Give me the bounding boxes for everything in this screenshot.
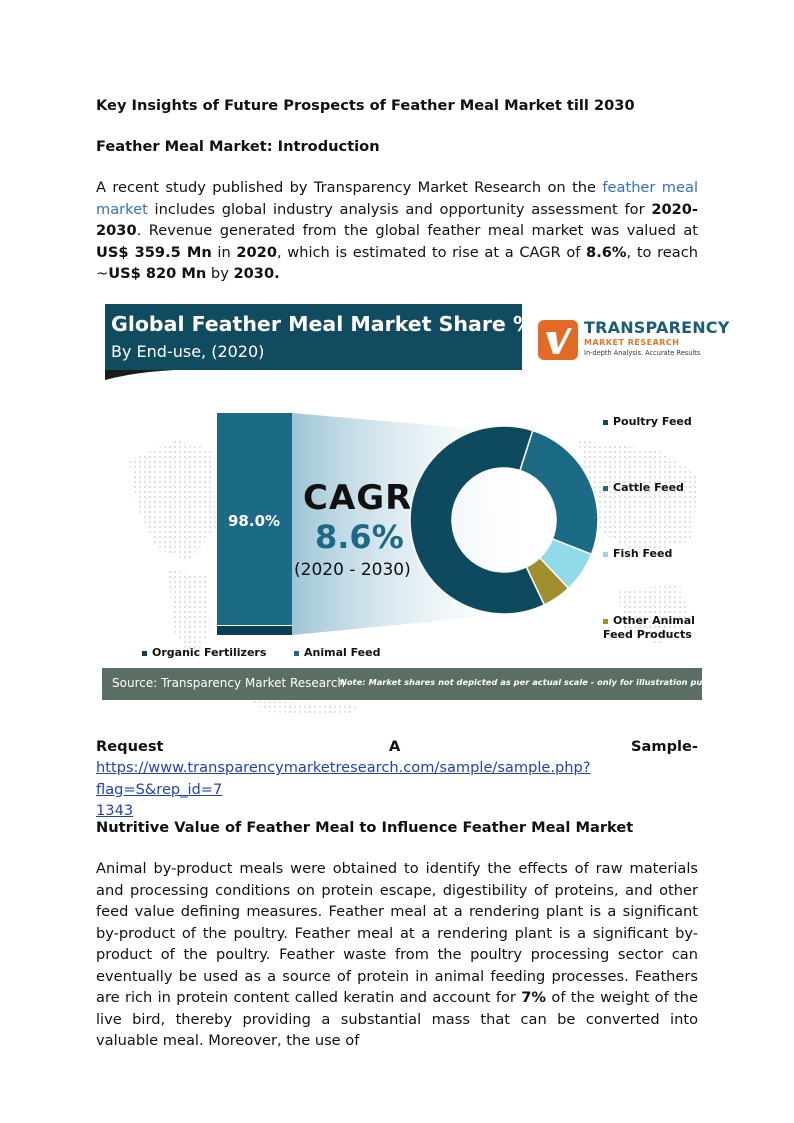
- document-title: Key Insights of Future Prospects of Feather Meal Market till 2030: [96, 97, 635, 114]
- source-bar: [102, 668, 734, 700]
- request-url-block: [96, 757, 698, 822]
- request-sample-word: Sample-: [631, 738, 698, 755]
- cagr-label: CAGR: [303, 478, 413, 518]
- legend-label: Animal Feed: [304, 646, 381, 659]
- intro-text-3: . Revenue generated from the global feather meal market was valued at: [136, 222, 698, 239]
- legend-cattle-feed: [603, 481, 684, 494]
- intro-text-1: A recent study published by Transparency Market Research on the: [96, 179, 603, 196]
- legend-swatch: [603, 420, 608, 425]
- legend-label: Cattle Feed: [613, 481, 684, 494]
- nutritive-text-1: Animal by-product meals were obtained to identify the effects of raw materials and processing conditions on protein escape, digestibility of proteins, and other feed value defining measures. Feather meal at a rendering plant is a significant by-product of the poultry. Feather meal at a rendering plant is a significant by-product of the poultry. Feather waste from the poultry processing sector can eventually be used as a source of protein in animal feeding processes. Feathers are rich in protein content called keratin and account for: [96, 860, 698, 1006]
- nutritive-text-2: of the weight of the live bird, thereby providing a substantial mass that can be converted into valuable meal. Moreover, the use of: [96, 989, 698, 1049]
- source-note: Note: Market shares not depicted as per actual scale - only for illustration purposes: [340, 677, 734, 687]
- request-sample-line: [96, 736, 698, 758]
- market-share-infographic: [98, 300, 734, 720]
- cagr-range: (2020 - 2030): [294, 560, 411, 580]
- end-use-donut-chart: [408, 424, 600, 616]
- intro-text-2: includes global industry analysis and opportunity assessment for: [147, 200, 652, 218]
- legend-label: Poultry Feed: [613, 415, 692, 428]
- intro-text-4: in: [211, 243, 237, 261]
- intro-year-2030: 2030.: [233, 265, 280, 282]
- donut-slice-cattle-feed: [520, 431, 598, 555]
- request-word: Request: [96, 738, 164, 755]
- intro-cagr: 8.6%: [586, 243, 627, 261]
- sample-request-link-line-1[interactable]: https://www.transparencymarketresearch.com/sample/sample.php?flag=S&rep_id=7: [96, 759, 591, 798]
- nutritive-percentage: 7%: [521, 989, 547, 1006]
- infographic-title-box: [105, 304, 534, 370]
- intro-paragraph: [96, 177, 698, 285]
- infographic-title: Global Feather Meal Market Share %: [111, 312, 534, 336]
- request-article: A: [389, 738, 401, 755]
- legend-animal-feed: [294, 646, 380, 659]
- intro-year-2020: 2020: [236, 243, 277, 261]
- intro-text-7: by: [206, 265, 234, 282]
- feather-meal-market-link[interactable]: feather meal market: [96, 179, 698, 218]
- intro-value-2020: US$ 359.5 Mn: [96, 243, 212, 261]
- logo-name: TRANSPARENCY: [584, 318, 730, 337]
- intro-text-6: , to reach ~: [96, 243, 698, 282]
- intro-text-5: , which is estimated to rise at a CAGR of: [276, 243, 587, 261]
- intro-value-2030: US$ 820 Mn: [108, 265, 207, 282]
- cagr-value: 8.6%: [315, 518, 404, 556]
- legend-swatch: [294, 651, 299, 656]
- legend-label: Fish Feed: [613, 547, 673, 560]
- legend-swatch: [142, 651, 147, 656]
- organic-fertilizers-bar: [217, 625, 292, 635]
- legend-swatch: [603, 486, 608, 491]
- intro-heading: Feather Meal Market: Introduction: [96, 138, 380, 155]
- legend-fish-feed: [603, 547, 672, 560]
- logo-tagline: In-depth Analysis. Accurate Results: [584, 349, 701, 357]
- sample-request-link-line-2[interactable]: 1343: [96, 802, 134, 819]
- tmr-logo-icon: [538, 320, 578, 360]
- legend-label: Other Animal Feed Products: [603, 614, 695, 641]
- tmr-logo: [538, 318, 730, 364]
- donut-slice-poultry-feed: [410, 426, 544, 614]
- title-swoosh-decoration: [105, 370, 175, 380]
- legend-other-animal-feed: [603, 614, 703, 642]
- infographic-subtitle: By End-use, (2020): [111, 342, 265, 361]
- legend-swatch: [603, 619, 608, 624]
- logo-subtitle: MARKET RESEARCH: [584, 338, 680, 347]
- legend-label: Organic Fertilizers: [152, 646, 267, 659]
- nutritive-paragraph: [96, 858, 698, 1052]
- animal-feed-bar-label: 98.0%: [228, 512, 281, 530]
- source-text: Source: Transparency Market Research: [112, 676, 346, 690]
- legend-swatch: [603, 552, 608, 557]
- intro-years: 2020-2030: [96, 200, 698, 239]
- legend-poultry-feed: [603, 415, 692, 428]
- nutritive-heading: Nutritive Value of Feather Meal to Influence Feather Meal Market: [96, 819, 634, 836]
- legend-organic-fertilizers: [142, 646, 266, 659]
